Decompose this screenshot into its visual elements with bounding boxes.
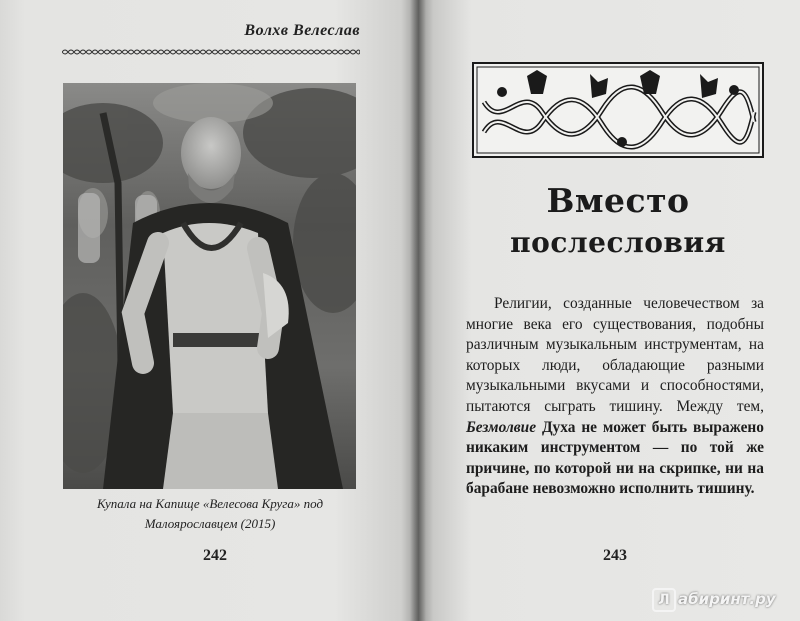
paragraph-emphasis-text: Безмолвие (466, 418, 537, 436)
photo-volkhv-portrait (63, 83, 356, 489)
labirint-watermark (652, 586, 792, 612)
chapter-title-line-2: послесловия (510, 226, 726, 259)
book-gutter (410, 0, 426, 621)
caption-line-2: Малоярославцем (2015) (144, 516, 276, 531)
paragraph-bold-text: Духа не может быть выражено никаким инструментом — по той же причине, по которой ни на скрипке, ни на барабане невозможно исполнить тишину. (466, 418, 764, 498)
photo-illustration (63, 83, 356, 489)
chapter-title-line-1: Вместо (546, 181, 690, 220)
interlace-ornament-headpiece (472, 62, 764, 158)
running-head: Волхв Велеслав (244, 22, 360, 39)
caption-line-1: Купала на Капище «Велесова Круга» под (96, 496, 324, 511)
labirint-logo-icon: Л (652, 588, 676, 612)
paragraph-plain-text: Религии, созданные человечеством за многие века его существования, подобны различным музыкальным инструментам, на которых люди, обладающие разными музыкальными вкусами и способностями, пытаются сыграть тишину. Между тем, (466, 295, 764, 415)
page-number-left: 242 (203, 547, 227, 564)
page-number-right: 243 (603, 547, 627, 564)
photo-caption (64, 494, 356, 534)
header-rule-ornament (62, 48, 360, 56)
chapter-title (472, 180, 764, 264)
afterword-paragraph (466, 294, 764, 500)
watermark-text: абиринт.ру (678, 590, 776, 608)
